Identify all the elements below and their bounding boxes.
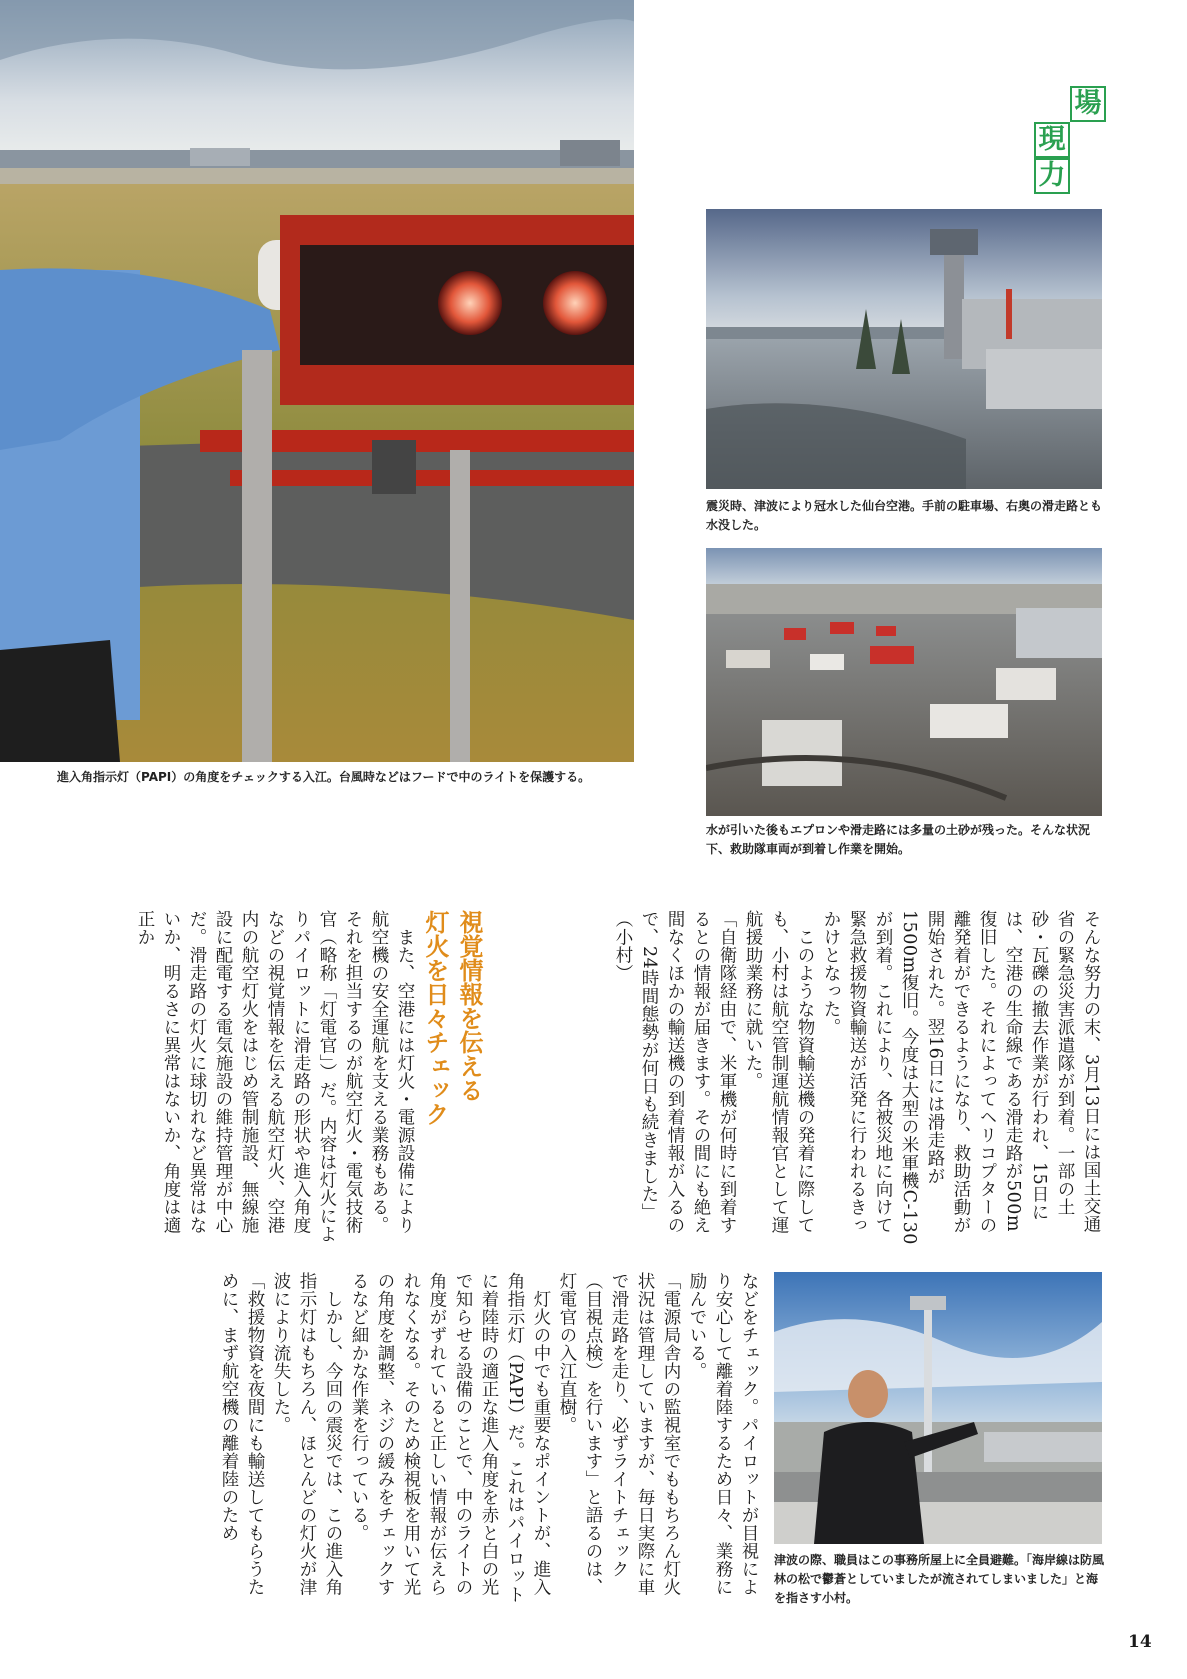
apron-sand-caption: 水が引いた後もエプロンや滑走路には多量の土砂が残った。そんな状況下、救助隊車両が到着し作業を開始。 — [706, 823, 1091, 856]
papi-photo-caption: 進入角指示灯（PAPI）の角度をチェックする入江。台風時などはフードで中のライトを保護する。 — [57, 770, 591, 784]
rooftop-man-illustration — [774, 1272, 1102, 1544]
article-body-lower: などをチェック。パイロットが目視により安心して離着陸するため日々、業務に励んでいる。 「電源局舎内の監視室でももちろん灯火状況は管理していますが、毎日実際に車で滑走路を走り、必ずライトチェック（目視点検）を行います」と語るのは、灯電官の入江直樹。 灯火の中でも重要なポイントが、進入角指示灯（PAPI）だ。これはパイロットに着陸時の適正な進入角度を赤と白の光で知らせる設備のことで、中のライトの角度がずれていると正しい情報が伝えられなくなる。そのため検視板を用いて光の角度を調整、ネジの緩みをチェックするなど細かな作業を行っている。 しかし、今回の震災では、この進入角指示灯はもちろん、ほとんどの灯火が津波により流失した。 「救援物資を夜間にも輸送してもらうために、まず航空機の離着陸のため — [219, 1272, 759, 1604]
flooded-airport-caption: 震災時、津波により冠水した仙台空港。手前の駐車場、右奥の滑走路とも水没した。 — [706, 499, 1103, 532]
logo-char-2: 場 — [1070, 86, 1106, 122]
papi-photo — [0, 0, 634, 762]
article-body-middle: また、空港には灯火・電源設備により航空機の安全運航を支える業務もある。それを担当するのが航空灯火・電気技術官（略称「灯電官」）だ。内容は灯火によりパイロットに滑走路の形状や進入角度などの視覚情報を伝える航空灯火、空港内の航空灯火をはじめ管制施設、無線施設に配電する電気施設の維持管理が中心だ。滑走路の灯火に球切れなど異常はないか、明るさに異常はないか、角度は適正か — [135, 910, 415, 1244]
section-logo — [1034, 86, 1110, 191]
flooded-airport-photo — [706, 209, 1102, 489]
page-number: 14 — [1128, 1632, 1152, 1652]
flooded-airport-illustration — [706, 209, 1102, 489]
apron-sand-photo — [706, 548, 1102, 816]
logo-char-3: 力 — [1034, 158, 1070, 194]
apron-sand-illustration — [706, 548, 1102, 816]
rooftop-man-photo — [774, 1272, 1102, 1544]
article-heading: 視覚情報を伝える 灯火を日々チェック — [421, 910, 483, 1126]
article-body-upper: そんな努力の末、3月13日には国土交通省の緊急災害派遣隊が到着。一部の土砂・瓦礫の撤去作業が行われ、15日には、空港の生命線である滑走路が500m復旧した。それによってヘリコプターの離発着ができるようになり、救助活動が開始された。翌16日には滑走路が1500m復旧。今度は大型の米軍機C-130が到着。これにより、各被災地に向けて緊急救援物資輸送が活発に行われるきっかけとなった。 このような物資輸送機の発着に際しても、小村は航空管制運航情報官として運航援助業務に就いた。 「自衛隊経由で、米軍機が何時に到着するとの情報が届きます。その間にも絶え間なくほかの輸送機の到着情報が入るので、24時間態勢が何日も続きました」（小村） — [613, 910, 1101, 1245]
papi-photo-illustration — [0, 0, 634, 762]
rooftop-man-caption: 津波の際、職員はこの事務所屋上に全員避難。「海岸線は防風林の松で鬱蒼としていましたが流されてしまいました」と海を指さす小村。 — [774, 1553, 1105, 1605]
logo-char-1: 現 — [1034, 122, 1070, 158]
